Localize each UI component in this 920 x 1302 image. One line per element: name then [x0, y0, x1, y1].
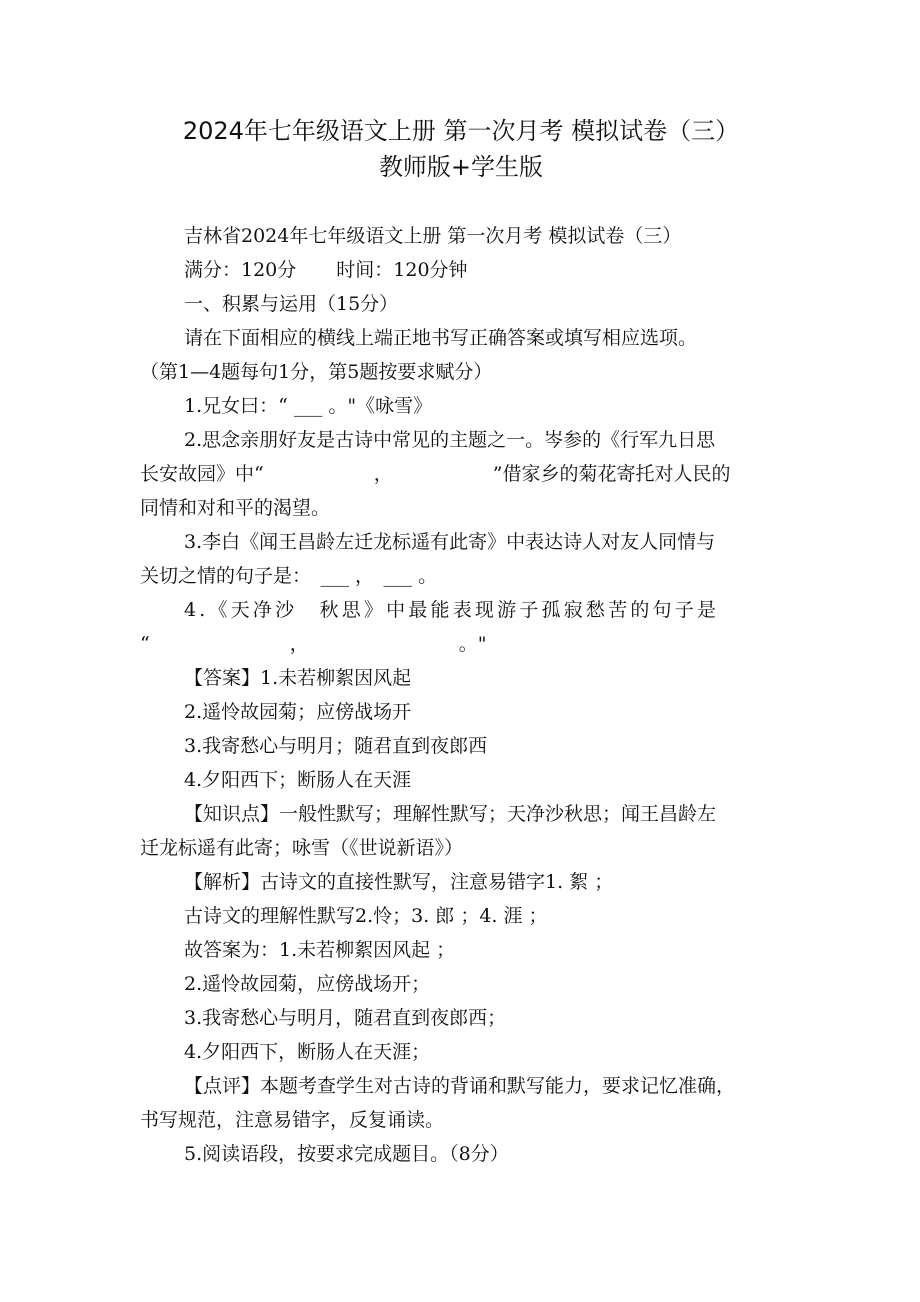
comment-line-2: 书写规范，注意易错字，反复诵读。 — [140, 1109, 445, 1131]
score-info: 满分：120分 — [184, 259, 297, 281]
time-info: 时间：120分钟 — [336, 259, 468, 281]
answer-2: 2.遥怜故园菊；应傍战场开 — [184, 701, 412, 723]
question-4-line-1: 4.《天净沙 秋思》中最能表现游子孤寂愁苦的句子是 — [184, 599, 720, 621]
analysis-line-5: 3.我寄愁心与明月，随君直到夜郎西； — [184, 1007, 507, 1029]
title-line-1: 2024年七年级语文上册 第一次月考 模拟试卷（三） — [182, 117, 740, 145]
section-instruction-1: 请在下面相应的横线上端正地书写正确答案或填写相应选项。 — [184, 327, 698, 349]
question-5: 5.阅读语段，按要求完成题目。（8分） — [184, 1143, 509, 1165]
comment-line-1: 【点评】本题考查学生对古诗的背诵和默写能力，要求记忆准确， — [184, 1075, 736, 1097]
question-2-text: 长安故园》中“ — [140, 463, 264, 485]
question-4-comma: ， — [289, 633, 309, 655]
question-1: 1.兄女曰：“ ___ 。"《咏雪》 — [184, 395, 433, 417]
question-4-line-2 — [140, 627, 782, 661]
answer-3: 3.我寄愁心与明月；随君直到夜郎西 — [184, 735, 488, 757]
question-4-end: 。" — [458, 633, 487, 655]
answer-1: 【答案】1.未若柳絮因风起 — [184, 667, 412, 689]
title-line-2: 教师版+学生版 — [378, 153, 544, 181]
question-2-line-2 — [140, 457, 782, 491]
analysis-line-2: 古诗文的理解性默写2.怜；3. 郎 ；4. 涯 ； — [184, 905, 548, 927]
question-4-quote: “ — [140, 633, 150, 655]
analysis-line-6: 4.夕阳西下，断肠人在天涯； — [184, 1041, 431, 1063]
document-title — [140, 0, 782, 185]
section-instruction-2: （第1—4题每句1分，第5题按要求赋分） — [140, 361, 493, 383]
question-2-line-1: 2.思念亲朋好友是古诗中常见的主题之一。岑参的《行军九日思 — [184, 429, 716, 451]
question-3-line-1: 3.李白《闻王昌龄左迁龙标遥有此寄》中表达诗人对友人同情与 — [184, 531, 716, 553]
analysis-line-4: 2.遥怜故园菊，应傍战场开； — [184, 973, 431, 995]
question-2-text-end: ”借家乡的菊花寄托对人民的 — [492, 463, 731, 485]
analysis-line-3: 故答案为：1.未若柳絮因风起 ； — [184, 939, 456, 961]
question-3-line-2: 关切之情的句子是： ___ ， ___ 。 — [140, 565, 438, 587]
question-2-line-3: 同情和对和平的渴望。 — [140, 497, 331, 519]
exam-subtitle: 吉林省2024年七年级语文上册 第一次月考 模拟试卷（三） — [184, 225, 682, 247]
exam-meta — [140, 253, 782, 287]
knowledge-line-1: 【知识点】一般性默写；理解性默写；天净沙秋思；闻王昌龄左 — [184, 803, 717, 825]
analysis-line-1: 【解析】古诗文的直接性默写，注意易错字1. 絮 ； — [184, 871, 614, 893]
knowledge-line-2: 迁龙标遥有此寄；咏雪（《世说新语》） — [140, 837, 464, 859]
section-heading: 一、积累与运用（15分） — [184, 293, 399, 315]
question-2-comma: ， — [373, 463, 393, 485]
answer-4: 4.夕阳西下；断肠人在天涯 — [184, 769, 412, 791]
